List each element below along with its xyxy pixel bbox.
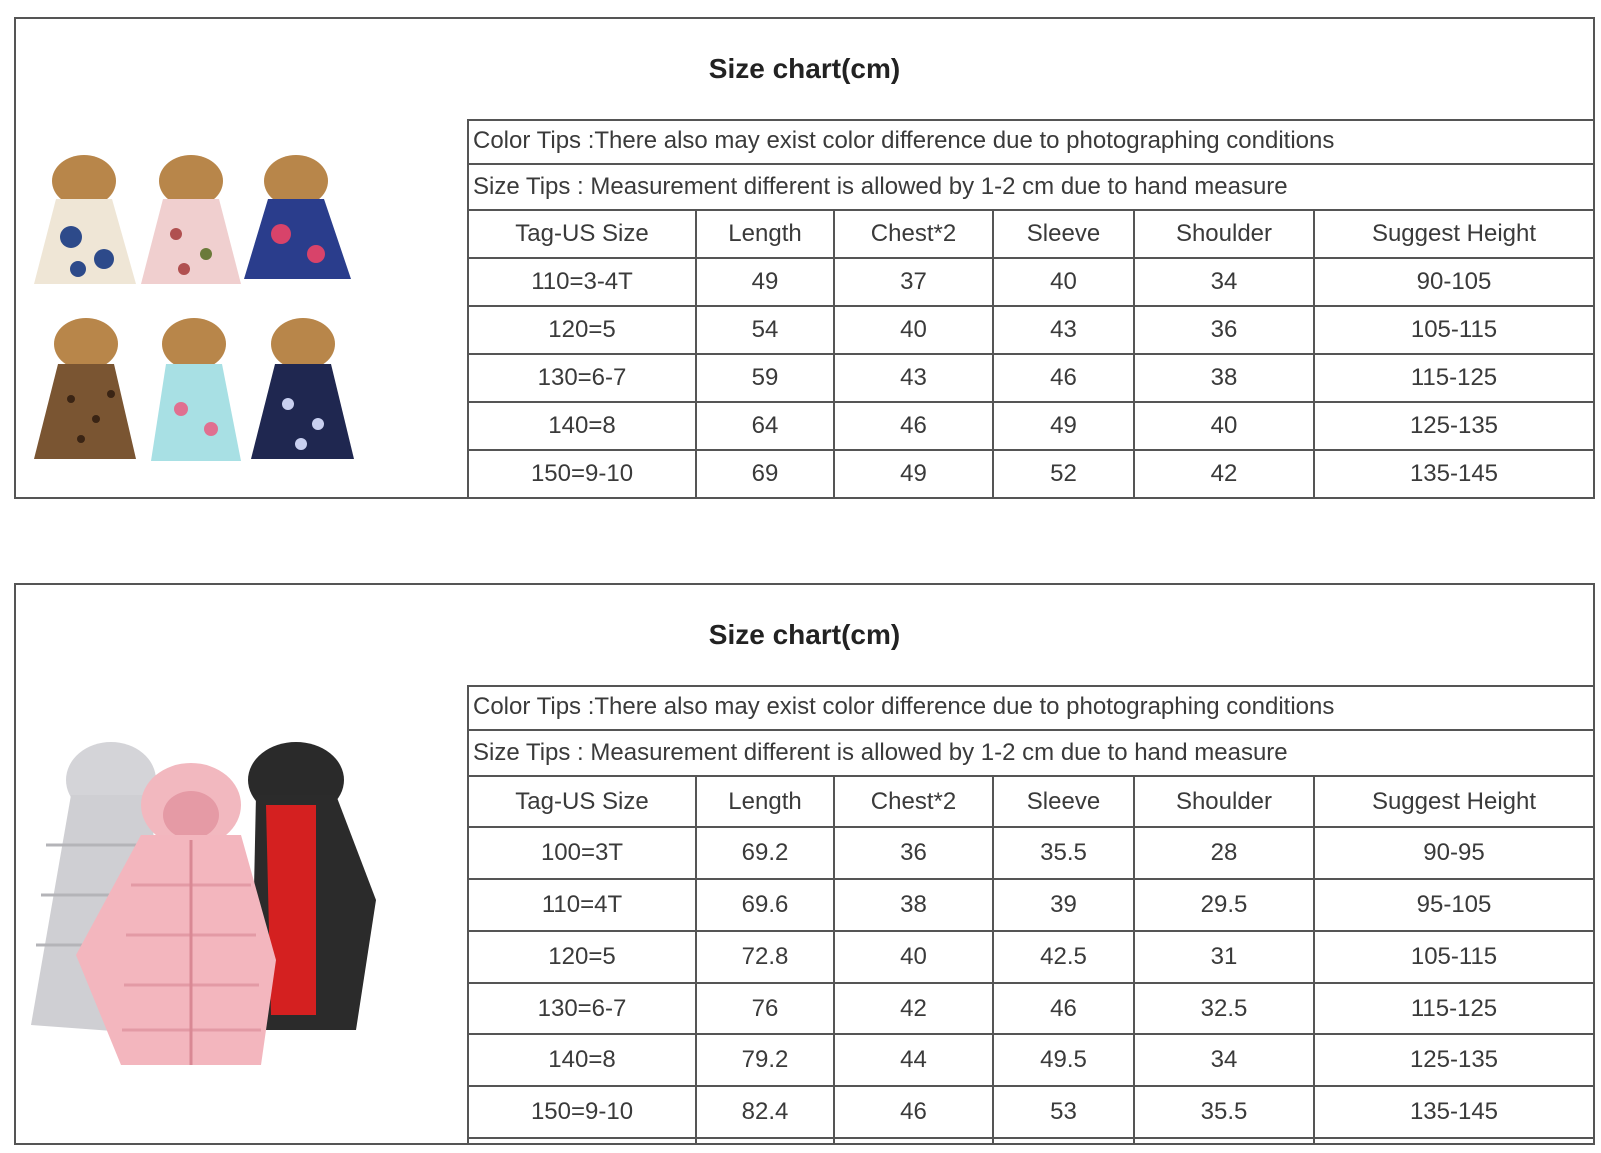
table-cell: 31 — [1134, 931, 1314, 983]
table-cell: 125-135 — [1314, 402, 1593, 450]
table-cell: 32.5 — [1134, 983, 1314, 1035]
size-tip: Size Tips : Measurement different is allowed by 1-2 cm due to hand measure — [469, 165, 1593, 211]
table-cell: 110=4T — [469, 879, 696, 931]
table-cell: 34 — [1134, 1034, 1314, 1086]
table-cell: 52 — [993, 450, 1134, 497]
size-table — [469, 777, 1593, 1143]
table-cell: 49 — [834, 450, 993, 497]
header-cell: Suggest Height — [1314, 777, 1593, 827]
table-cell: 120=5 — [469, 306, 696, 354]
table-cell: 36 — [1134, 306, 1314, 354]
table-cell: 115-125 — [1314, 354, 1593, 402]
product-photo-floral-coats — [16, 119, 469, 497]
table-cell: 59 — [696, 354, 834, 402]
table-row-empty — [469, 1138, 1593, 1143]
table-cell: 140=8 — [469, 402, 696, 450]
table-cell: 34 — [1134, 258, 1314, 306]
coat-cream-floral — [34, 155, 136, 284]
table-cell — [1134, 1138, 1314, 1143]
header-cell: Sleeve — [993, 211, 1134, 258]
table-row — [469, 1086, 1593, 1138]
table-cell: 82.4 — [696, 1086, 834, 1138]
size-table — [469, 211, 1593, 497]
header-cell: Chest*2 — [834, 777, 993, 827]
size-chart-1 — [14, 17, 1595, 499]
table-cell: 135-145 — [1314, 450, 1593, 497]
product-photo-puffer-coats — [16, 685, 469, 1143]
table-cell: 90-95 — [1314, 827, 1593, 879]
table-cell: 120=5 — [469, 931, 696, 983]
table-cell: 90-105 — [1314, 258, 1593, 306]
coat-navy-floral — [251, 318, 354, 459]
table-cell: 40 — [993, 258, 1134, 306]
table-cell: 72.8 — [696, 931, 834, 983]
table-cell — [696, 1138, 834, 1143]
color-tip: Color Tips :There also may exist color difference due to photographing conditions — [469, 685, 1593, 731]
table-cell: 49 — [696, 258, 834, 306]
table-cell: 40 — [834, 931, 993, 983]
table-row — [469, 306, 1593, 354]
table-row — [469, 1034, 1593, 1086]
table-row — [469, 354, 1593, 402]
table-cell: 43 — [834, 354, 993, 402]
chart-title: Size chart(cm) — [16, 19, 1593, 121]
table-cell: 95-105 — [1314, 879, 1593, 931]
table-cell: 69 — [696, 450, 834, 497]
size-chart-2 — [14, 583, 1595, 1145]
table-cell: 40 — [834, 306, 993, 354]
table-cell: 69.6 — [696, 879, 834, 931]
table-cell — [1314, 1138, 1593, 1143]
header-cell: Length — [696, 777, 834, 827]
table-cell: 130=6-7 — [469, 354, 696, 402]
header-cell: Length — [696, 211, 834, 258]
table-header-row — [469, 777, 1593, 827]
header-cell: Suggest Height — [1314, 211, 1593, 258]
table-cell: 38 — [1134, 354, 1314, 402]
table-row — [469, 258, 1593, 306]
coat-aqua-print — [151, 318, 241, 461]
table-row — [469, 827, 1593, 879]
table-cell: 28 — [1134, 827, 1314, 879]
coat-leopard — [34, 318, 136, 459]
table-cell: 49 — [993, 402, 1134, 450]
table-cell: 150=9-10 — [469, 450, 696, 497]
table-cell: 35.5 — [1134, 1086, 1314, 1138]
table-cell: 44 — [834, 1034, 993, 1086]
table-cell: 39 — [993, 879, 1134, 931]
table-cell: 42 — [834, 983, 993, 1035]
table-cell: 29.5 — [1134, 879, 1314, 931]
header-cell: Sleeve — [993, 777, 1134, 827]
table-cell: 46 — [993, 983, 1134, 1035]
table-cell: 130=6-7 — [469, 983, 696, 1035]
table-row — [469, 450, 1593, 497]
header-cell: Tag-US Size — [469, 211, 696, 258]
table-cell: 105-115 — [1314, 931, 1593, 983]
table-row — [469, 402, 1593, 450]
table-cell: 40 — [1134, 402, 1314, 450]
table-cell: 64 — [696, 402, 834, 450]
header-cell: Shoulder — [1134, 777, 1314, 827]
table-cell: 35.5 — [993, 827, 1134, 879]
table-cell: 54 — [696, 306, 834, 354]
table-cell: 150=9-10 — [469, 1086, 696, 1138]
table-cell: 79.2 — [696, 1034, 834, 1086]
table-cell — [834, 1138, 993, 1143]
color-tip: Color Tips :There also may exist color difference due to photographing conditions — [469, 119, 1593, 165]
table-cell: 69.2 — [696, 827, 834, 879]
table-cell: 140=8 — [469, 1034, 696, 1086]
table-cell: 135-145 — [1314, 1086, 1593, 1138]
table-cell: 125-135 — [1314, 1034, 1593, 1086]
table-row — [469, 879, 1593, 931]
table-row — [469, 983, 1593, 1035]
table-cell: 46 — [834, 1086, 993, 1138]
header-cell: Shoulder — [1134, 211, 1314, 258]
table-cell: 49.5 — [993, 1034, 1134, 1086]
table-cell: 46 — [834, 402, 993, 450]
size-tip: Size Tips : Measurement different is allowed by 1-2 cm due to hand measure — [469, 731, 1593, 777]
table-cell: 37 — [834, 258, 993, 306]
chart-title: Size chart(cm) — [16, 585, 1593, 687]
table-cell: 105-115 — [1314, 306, 1593, 354]
coat-pink-floral — [141, 155, 241, 284]
table-cell — [993, 1138, 1134, 1143]
table-cell: 36 — [834, 827, 993, 879]
table-cell: 46 — [993, 354, 1134, 402]
table-cell: 76 — [696, 983, 834, 1035]
header-cell: Tag-US Size — [469, 777, 696, 827]
table-cell: 42 — [1134, 450, 1314, 497]
header-cell: Chest*2 — [834, 211, 993, 258]
coat-blue-floral — [244, 155, 351, 279]
table-header-row — [469, 211, 1593, 258]
table-cell: 43 — [993, 306, 1134, 354]
table-cell: 110=3-4T — [469, 258, 696, 306]
table-row — [469, 931, 1593, 983]
table-cell — [469, 1138, 696, 1143]
table-cell: 115-125 — [1314, 983, 1593, 1035]
table-cell: 100=3T — [469, 827, 696, 879]
table-cell: 53 — [993, 1086, 1134, 1138]
table-cell: 38 — [834, 879, 993, 931]
table-cell: 42.5 — [993, 931, 1134, 983]
